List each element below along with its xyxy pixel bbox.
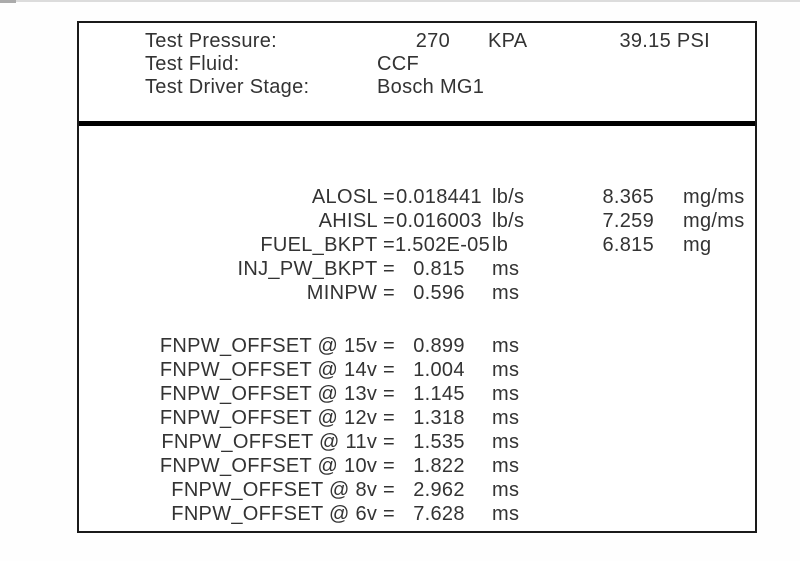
param-value: 0.018441 xyxy=(396,186,482,208)
test-driver-stage-unit xyxy=(450,76,555,99)
test-pressure-row xyxy=(79,30,755,53)
param-value2 xyxy=(577,257,654,281)
param-unit2 xyxy=(654,281,754,305)
param-unit: ms xyxy=(492,258,520,280)
test-fluid-row xyxy=(79,53,755,76)
param-unit: lb/s xyxy=(492,210,525,232)
param-unit2: mg xyxy=(683,234,712,256)
offset-unit: ms xyxy=(492,359,520,381)
test-driver-stage-label: Test Driver Stage: xyxy=(145,76,310,98)
offset-unit: ms xyxy=(492,335,520,357)
test-pressure-unit: KPA xyxy=(488,30,528,52)
offset-label: FNPW_OFFSET @ 10v = xyxy=(159,455,395,477)
param-value: 0.596 xyxy=(413,282,465,304)
param-unit2 xyxy=(654,257,754,281)
param-label: MINPW = xyxy=(306,282,395,304)
offset-unit: ms xyxy=(492,407,520,429)
offset-label: FNPW_OFFSET @ 6v = xyxy=(171,503,395,525)
param-value2: 6.815 xyxy=(602,234,654,256)
param-unit2: mg/ms xyxy=(683,186,745,208)
param-row-fuel-bkpt xyxy=(79,233,755,257)
test-driver-stage-row xyxy=(79,76,755,99)
param-value: 0.016003 xyxy=(396,210,482,232)
test-fluid-value: CCF xyxy=(377,53,420,75)
param-value: 0.815 xyxy=(413,258,465,280)
offset-unit: ms xyxy=(492,431,520,453)
offset-value: 7.628 xyxy=(413,503,465,525)
param-label: AHISL = xyxy=(318,210,395,232)
offset-row-11v xyxy=(79,430,755,454)
offset-row-13v xyxy=(79,382,755,406)
param-row-ahisl xyxy=(79,209,755,233)
offset-value: 1.318 xyxy=(413,407,465,429)
offset-unit: ms xyxy=(492,455,520,477)
offset-value: 1.145 xyxy=(413,383,465,405)
scan-artifact-line xyxy=(0,0,800,2)
test-fluid-label: Test Fluid: xyxy=(145,53,240,75)
test-driver-stage-extra xyxy=(555,76,710,99)
test-pressure-value: 270 xyxy=(415,30,450,52)
offset-value: 1.822 xyxy=(413,455,465,477)
param-unit: lb/s xyxy=(492,186,525,208)
offset-row-12v xyxy=(79,406,755,430)
offset-value: 1.535 xyxy=(413,431,465,453)
param-label: INJ_PW_BKPT = xyxy=(237,258,395,280)
offset-row-8v xyxy=(79,478,755,502)
test-conditions-header xyxy=(79,23,755,121)
offset-label: FNPW_OFFSET @ 12v = xyxy=(159,407,395,429)
offset-value: 0.899 xyxy=(413,335,465,357)
param-row-alosl xyxy=(79,185,755,209)
param-unit: ms xyxy=(492,282,520,304)
param-value2: 7.259 xyxy=(602,210,654,232)
param-label: FUEL_BKPT = xyxy=(260,234,395,256)
offset-row-10v xyxy=(79,454,755,478)
param-unit2: mg/ms xyxy=(683,210,745,232)
offset-label: FNPW_OFFSET @ 11v = xyxy=(161,431,395,453)
fnpw-offset-group xyxy=(79,334,755,526)
offset-label: FNPW_OFFSET @ 14v = xyxy=(159,359,395,381)
param-unit: lb xyxy=(492,234,509,256)
slope-breakpoint-group xyxy=(79,185,755,305)
param-row-minpw xyxy=(79,281,755,305)
test-pressure-psi-value: 39.15 PSI xyxy=(619,30,710,52)
offset-row-6v xyxy=(79,502,755,526)
test-pressure-label: Test Pressure: xyxy=(145,30,278,52)
offset-label: FNPW_OFFSET @ 8v = xyxy=(171,479,395,501)
offset-value: 1.004 xyxy=(413,359,465,381)
param-row-inj-pw-bkpt xyxy=(79,257,755,281)
test-driver-stage-value: Bosch MG1 xyxy=(377,76,485,98)
test-fluid-unit xyxy=(450,53,555,76)
offset-unit: ms xyxy=(492,503,520,525)
test-fluid-extra xyxy=(555,53,710,76)
offset-label: FNPW_OFFSET @ 15v = xyxy=(159,335,395,357)
offset-row-14v xyxy=(79,358,755,382)
offset-row-15v xyxy=(79,334,755,358)
param-value: 1.502E-05 xyxy=(395,234,490,256)
offset-label: FNPW_OFFSET @ 13v = xyxy=(159,383,395,405)
results-section xyxy=(79,126,755,526)
offset-unit: ms xyxy=(492,383,520,405)
param-value2: 8.365 xyxy=(602,186,654,208)
test-report-box xyxy=(77,21,757,533)
scan-artifact-dash xyxy=(0,0,16,3)
offset-unit: ms xyxy=(492,479,520,501)
offset-value: 2.962 xyxy=(413,479,465,501)
param-label: ALOSL = xyxy=(311,186,395,208)
param-value2 xyxy=(577,281,654,305)
